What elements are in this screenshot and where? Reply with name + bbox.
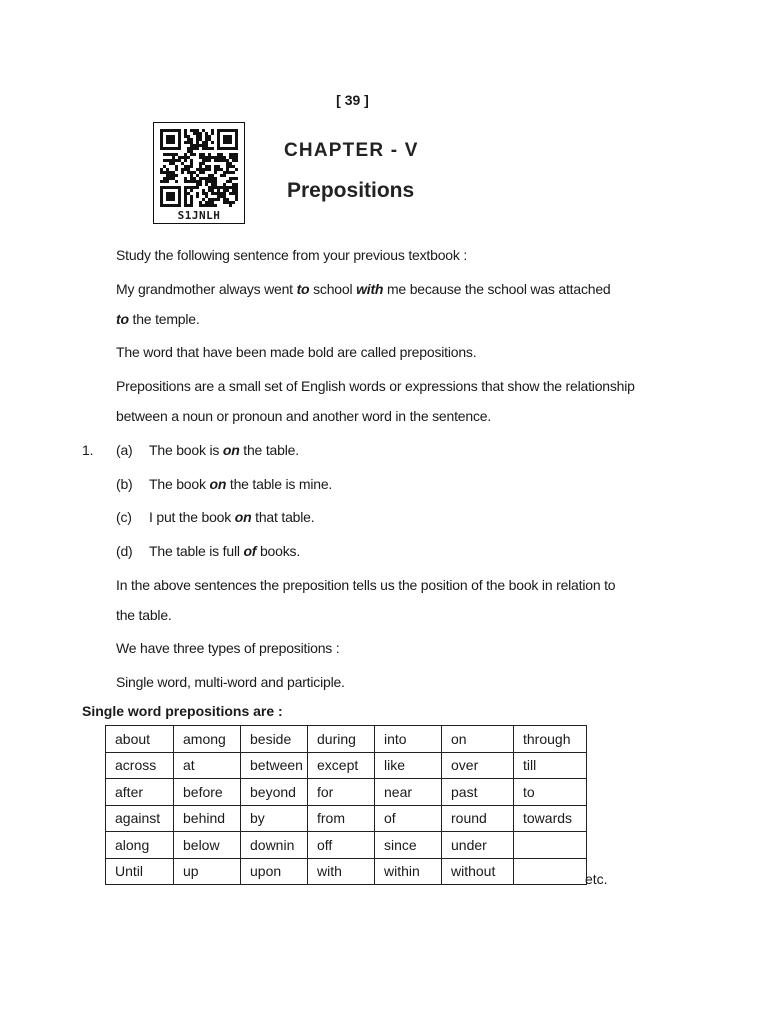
table-cell: with (308, 858, 375, 885)
definition-line2: between a noun or pronoun and another word in the sentence. (116, 408, 492, 424)
table-cell: near (375, 779, 442, 806)
bold-preposition: to (296, 281, 310, 297)
sentence-part: My grandmother always went (116, 281, 297, 297)
table-cell: at (174, 752, 241, 779)
table-cell: after (106, 779, 174, 806)
table-cell: during (308, 726, 375, 753)
table-cell: before (174, 779, 241, 806)
bold-preposition: on (209, 476, 227, 492)
table-cell: for (308, 779, 375, 806)
example-label: (a) (116, 442, 133, 458)
table-cell: among (174, 726, 241, 753)
table-cell: behind (174, 805, 241, 832)
table-cell: beyond (241, 779, 308, 806)
table-cell: without (442, 858, 514, 885)
table-cell (514, 832, 587, 859)
example-label: (d) (116, 543, 133, 559)
bold-preposition: of (243, 543, 257, 559)
table-cell: along (106, 832, 174, 859)
table-cell: through (514, 726, 587, 753)
sentence-part: school (309, 281, 357, 297)
table-cell: over (442, 752, 514, 779)
sentence-part: the temple. (128, 311, 200, 327)
table-row (106, 752, 587, 779)
table-cell: since (375, 832, 442, 859)
prepositions-table-body (106, 726, 587, 885)
table-cell: on (442, 726, 514, 753)
example-text (149, 542, 300, 560)
table-cell: except (308, 752, 375, 779)
table-cell: about (106, 726, 174, 753)
chapter-label: CHAPTER - V (284, 140, 419, 161)
table-cell: round (442, 805, 514, 832)
table-cell: into (375, 726, 442, 753)
example-text (149, 475, 332, 493)
example-part: I put the book (149, 509, 235, 525)
example-part: The book (149, 476, 210, 492)
qr-code[interactable] (153, 122, 245, 224)
bold-note: The word that have been made bold are called prepositions. (116, 344, 477, 360)
table-cell: like (375, 752, 442, 779)
sentence-part: me because the school was attached (383, 281, 611, 297)
table-cell: beside (241, 726, 308, 753)
example-label: (b) (116, 476, 133, 492)
example-part: The book is (149, 442, 223, 458)
table-cell: towards (514, 805, 587, 832)
explanation-line1: In the above sentences the preposition tells us the position of the book in relation to (116, 577, 616, 593)
example-sentence-line1 (116, 280, 611, 298)
table-cell: below (174, 832, 241, 859)
example-part: the table is mine. (226, 476, 333, 492)
table-cell: of (375, 805, 442, 832)
table-cell: between (241, 752, 308, 779)
bold-preposition: to (116, 311, 129, 327)
list-number: 1. (82, 442, 94, 458)
qr-code-text: S1JNLH (177, 209, 221, 222)
table-row (106, 726, 587, 753)
table-heading: Single word prepositions are : (82, 703, 283, 719)
table-row (106, 805, 587, 832)
table-cell: till (514, 752, 587, 779)
prepositions-table (105, 725, 587, 885)
table-cell: by (241, 805, 308, 832)
example-part: that table. (251, 509, 315, 525)
definition-line1: Prepositions are a small set of English words or expressions that show the relationship (116, 378, 635, 394)
table-cell: downin (241, 832, 308, 859)
table-cell: to (514, 779, 587, 806)
etc-text: etc. (585, 871, 608, 887)
types-intro: We have three types of prepositions : (116, 640, 340, 656)
example-text (149, 508, 314, 526)
table-cell: up (174, 858, 241, 885)
table-cell: off (308, 832, 375, 859)
qr-code-icon (160, 129, 238, 207)
table-cell: within (375, 858, 442, 885)
table-cell: Until (106, 858, 174, 885)
intro-text: Study the following sentence from your previous textbook : (116, 247, 468, 263)
bold-preposition: with (356, 281, 384, 297)
bold-preposition: on (222, 442, 240, 458)
page-number: [ 39 ] (336, 92, 369, 108)
table-cell: against (106, 805, 174, 832)
example-part: The table is full (149, 543, 244, 559)
types-list: Single word, multi-word and participle. (116, 674, 345, 690)
table-row (106, 858, 587, 885)
table-cell: across (106, 752, 174, 779)
explanation-line2: the table. (116, 607, 172, 623)
example-text (149, 441, 299, 459)
table-cell: under (442, 832, 514, 859)
table-cell: upon (241, 858, 308, 885)
chapter-title: Prepositions (287, 179, 415, 202)
table-row (106, 832, 587, 859)
table-row (106, 779, 587, 806)
bold-preposition: on (234, 509, 252, 525)
example-part: the table. (239, 442, 299, 458)
table-cell: past (442, 779, 514, 806)
table-cell (514, 858, 587, 885)
example-sentence-line2 (116, 310, 200, 328)
example-label: (c) (116, 509, 132, 525)
table-cell: from (308, 805, 375, 832)
example-part: books. (256, 543, 301, 559)
